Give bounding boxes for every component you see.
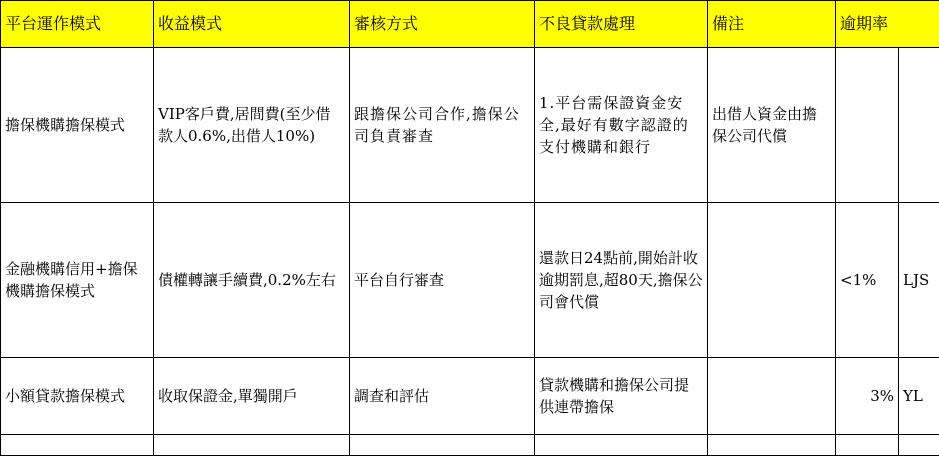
cell-overdue-rate[interactable] (836, 48, 899, 203)
cell-platform-model[interactable]: 擔保機購擔保模式 (1, 48, 154, 203)
empty-cell[interactable] (1, 435, 154, 456)
cell-code[interactable]: LJS (899, 203, 939, 358)
empty-cell[interactable] (350, 435, 535, 456)
empty-cell[interactable] (836, 435, 899, 456)
cell-remarks[interactable]: 出借人資金由擔保公司代償 (708, 48, 836, 203)
cell-platform-model[interactable]: 金融機購信用+擔保機購擔保模式 (1, 203, 154, 358)
cell-review-method[interactable]: 跟擔保公司合作,擔保公司負責審查 (350, 48, 535, 203)
header-remarks[interactable]: 備注 (708, 1, 836, 48)
cell-bad-loan-handling[interactable]: 1.平台需保證資金安全,最好有數字認證的支付機購和銀行 (535, 48, 708, 203)
cell-platform-model[interactable]: 小額貸款擔保模式 (1, 358, 154, 435)
header-row (1, 1, 939, 48)
cell-revenue-model[interactable]: 收取保證金,單獨開戶 (154, 358, 350, 435)
table-row (1, 203, 939, 358)
cell-revenue-model[interactable]: 債權轉讓手續費,0.2%左右 (154, 203, 350, 358)
cell-review-method[interactable]: 調查和評估 (350, 358, 535, 435)
cell-revenue-model[interactable]: VIP客戶費,居間費(至少借款人0.6%,出借人10%) (154, 48, 350, 203)
cell-remarks[interactable] (708, 203, 836, 358)
header-platform-model[interactable]: 平台運作模式 (1, 1, 154, 48)
cell-remarks[interactable] (708, 358, 836, 435)
header-bad-loan-handling[interactable]: 不良貸款處理 (535, 1, 708, 48)
table-row (1, 48, 939, 203)
cell-overdue-rate[interactable]: <1% (836, 203, 899, 358)
cell-code[interactable] (899, 48, 939, 203)
table-row (1, 358, 939, 435)
cell-overdue-rate[interactable]: 3% (836, 358, 899, 435)
header-overdue-rate[interactable]: 逾期率 (836, 1, 939, 48)
empty-row (1, 435, 939, 456)
header-review-method[interactable]: 審核方式 (350, 1, 535, 48)
cell-code[interactable]: YL (899, 358, 939, 435)
empty-cell[interactable] (708, 435, 836, 456)
empty-cell[interactable] (899, 435, 939, 456)
header-revenue-model[interactable]: 收益模式 (154, 1, 350, 48)
cell-bad-loan-handling[interactable]: 貸款機購和擔保公司提供連帶擔保 (535, 358, 708, 435)
cell-review-method[interactable]: 平台自行審查 (350, 203, 535, 358)
empty-cell[interactable] (154, 435, 350, 456)
empty-cell[interactable] (535, 435, 708, 456)
cell-bad-loan-handling[interactable]: 還款日24點前,開始計收逾期罰息,超80天,擔保公司會代償 (535, 203, 708, 358)
